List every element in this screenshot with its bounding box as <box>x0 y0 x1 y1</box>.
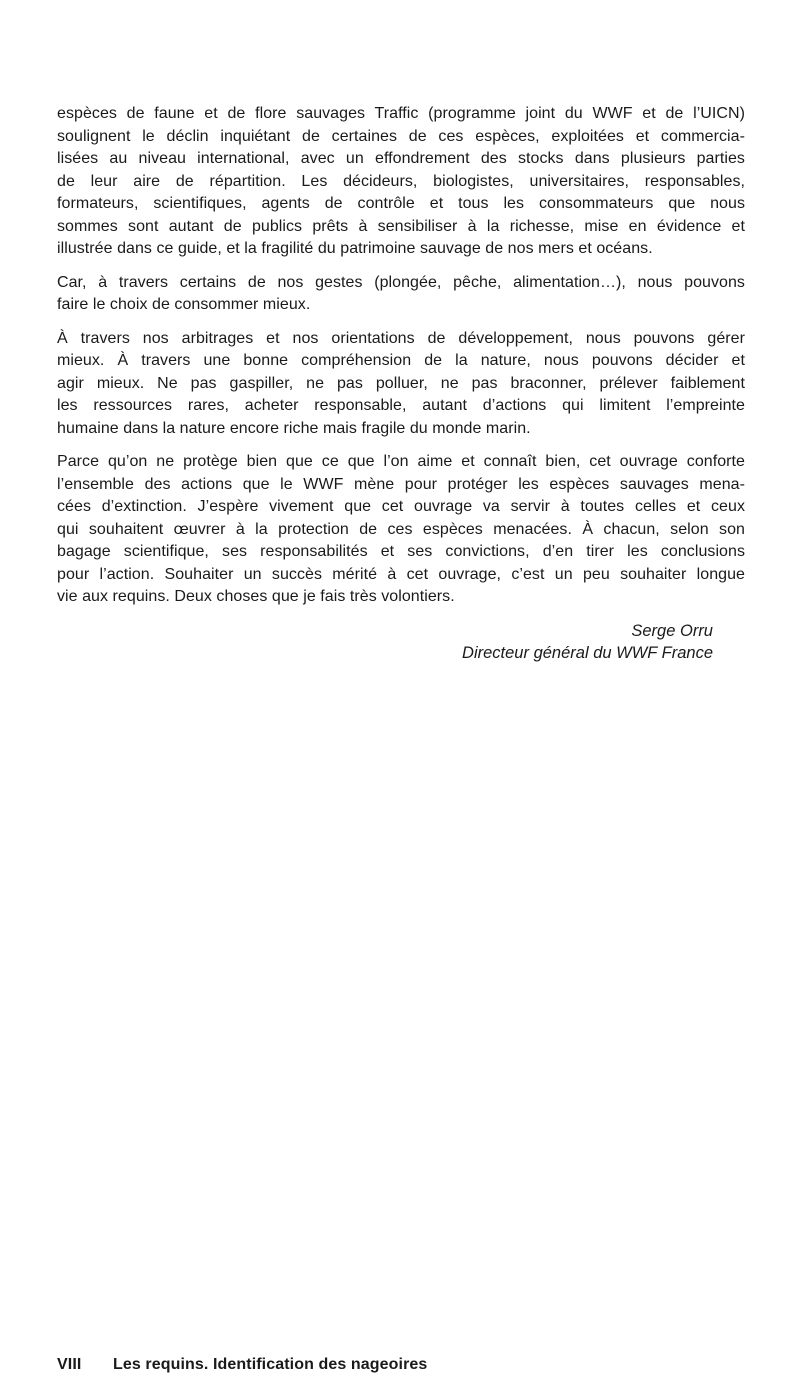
text-line: espèces de faune et de flore sauvages Traffic (programme joint du WWF et de l’UICN) <box>57 105 745 122</box>
text-line: cées d’extinction. J’espère vivement que cet ouvrage va servir à toutes celles et ceux <box>57 498 745 515</box>
body-paragraph <box>57 103 745 261</box>
body-paragraph <box>57 328 745 441</box>
signature-block <box>57 620 745 665</box>
text-line: agir mieux. Ne pas gaspiller, ne pas polluer, ne pas braconner, prélever faiblement <box>57 374 745 392</box>
text-line: soulignent le déclin inquiétant de certaines de ces espèces, exploitées et commercia- <box>57 127 745 145</box>
page-footer <box>57 1356 427 1374</box>
text-line: mieux. À travers une bonne compréhension de la nature, nous pouvons décider et <box>57 352 745 369</box>
signature-title: Directeur général du WWF France <box>462 644 713 662</box>
text-line: qui souhaitent œuvrer à la protection de ces espèces menacées. À chacun, selon son <box>57 520 745 538</box>
text-line: Car, à travers certains de nos gestes (plongée, pêche, alimentation…), nous pouvons <box>57 273 745 291</box>
text-line: humaine dans la nature encore riche mais fragile du monde marin. <box>57 419 531 437</box>
text-line: lisées au niveau international, avec un effondrement des stocks dans plusieurs parties <box>57 150 745 167</box>
body-text <box>57 103 745 665</box>
text-line: sommes sont autant de publics prêts à sensibiliser à la richesse, mise en évidence et <box>57 217 745 235</box>
text-line: À travers nos arbitrages et nos orientations de développement, nous pouvons gérer <box>57 329 745 347</box>
text-line: pour l’action. Souhaiter un succès mérité à cet ouvrage, c’est un peu souhaiter longue <box>57 565 745 583</box>
text-line: les ressources rares, acheter responsable, autant d’actions qui limitent l’empreinte <box>57 397 745 414</box>
signature-name: Serge Orru <box>631 621 713 640</box>
body-paragraph <box>57 272 745 317</box>
running-title: Les requins. Identification des nageoires <box>113 1356 428 1373</box>
text-line: vie aux requins. Deux choses que je fais très volontiers. <box>57 588 455 605</box>
page-number: VIII <box>57 1356 82 1373</box>
text-line: Parce qu’on ne protège bien que ce que l’on aime et connaît bien, cet ouvrage conforte <box>57 453 745 470</box>
text-line: de leur aire de répartition. Les décideurs, biologistes, universitaires, responsables, <box>57 172 745 190</box>
text-line: formateurs, scientifiques, agents de contrôle et tous les consommateurs que nous <box>57 195 745 212</box>
text-line: illustrée dans ce guide, et la fragilité du patrimoine sauvage de nos mers et océans. <box>57 240 653 257</box>
text-line: faire le choix de consommer mieux. <box>57 296 311 313</box>
text-line: l’ensemble des actions que le WWF mène pour protéger les espèces sauvages mena- <box>57 475 745 493</box>
text-line: bagage scientifique, ses responsabilités et ses convictions, d’en tirer les conclusions <box>57 543 745 560</box>
body-paragraph <box>57 451 745 609</box>
